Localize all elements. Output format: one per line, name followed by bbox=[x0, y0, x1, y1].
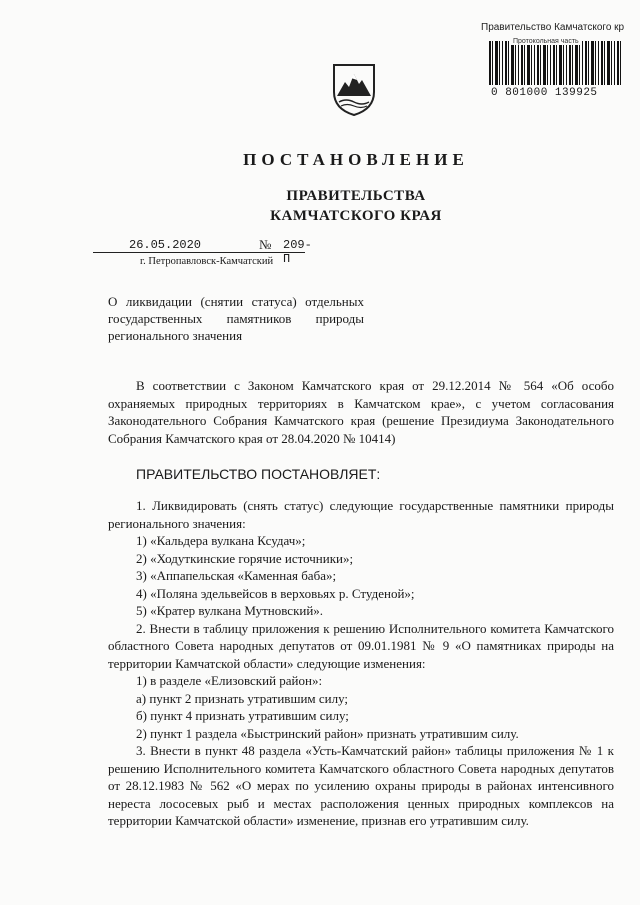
barcode-number: 0 801000 139925 bbox=[491, 87, 598, 99]
document-number: 209-П bbox=[283, 238, 312, 266]
kamchatka-emblem-icon bbox=[331, 62, 377, 116]
list-item: 2) «Ходуткинские горячие источники»; bbox=[136, 550, 354, 566]
list-item: а) пункт 2 признать утратившим силу; bbox=[136, 690, 349, 706]
list-item: 3) «Аппапельская «Каменная баба»; bbox=[136, 568, 337, 583]
preamble bbox=[108, 377, 614, 447]
item-paragraph: 1. Ликвидировать (снять статус) следующие государственные памятники природы регионального значения: bbox=[108, 498, 614, 531]
number-sign: № bbox=[259, 237, 272, 252]
barcode bbox=[489, 38, 621, 85]
preamble-text: В соответствии с Законом Камчатского края от 29.12.2014 № 564 «Об особо охраняемых природных территориях в Камчатском крае», с учетом согласования Законодательного Собрания Камчатского края (решение Президиума Законодательного Собрания Камчатского края от 28.04.2020 № 10414) bbox=[108, 378, 614, 446]
list-item: 5) «Кратер вулкана Мутновский». bbox=[136, 603, 324, 618]
list-item: 1) «Кальдера вулкана Ксудач»; bbox=[136, 533, 306, 548]
authority-line: КАМЧАТСКОГО КРАЯ bbox=[270, 208, 442, 224]
stamp-title: Правительство Камчатского кр bbox=[481, 22, 625, 33]
list-item: 4) «Поляна эдельвейсов в верховьях р. Студеной»; bbox=[136, 585, 415, 601]
resolution-body bbox=[108, 497, 614, 830]
item-paragraph: 3. Внести в пункт 48 раздела «Усть-Камчатский район» таблицы приложения № 1 к решению Исполнительного комитета Камчатского областного Совета народных депутатов от 28.12.1983 № 562 «О мерах по усилению охраны природы в районах интенсивного нереста лососевых рыб и местах расположения ценных природных комплексов на территории Камчатской области» изменение, признав его утратившим силу. bbox=[108, 743, 614, 828]
registration-stamp bbox=[481, 22, 631, 99]
date-underline bbox=[93, 252, 305, 253]
document-type: ПОСТАНОВЛЕНИЕ bbox=[243, 150, 469, 169]
list-item: 1) в разделе «Елизовский район»: bbox=[136, 673, 323, 688]
issuing-authority bbox=[0, 186, 640, 226]
stamp-subtitle: Протокольная часть bbox=[513, 38, 579, 45]
document-date: 26.05.2020 bbox=[129, 238, 202, 252]
list-item: 2) пункт 1 раздела «Быстринский район» признать утратившим силу. bbox=[136, 725, 519, 741]
item-paragraph: 2. Внести в таблицу приложения к решению Исполнительного комитета Камчатского областного Совета народных депутатов от 09.01.1981 № 9 «О памятниках природы на территории Камчатской области» следующие изменения: bbox=[108, 620, 614, 671]
city: г. Петропавловск-Камчатский bbox=[140, 256, 274, 267]
authority-line: ПРАВИТЕЛЬСТВА bbox=[286, 188, 426, 204]
list-item: б) пункт 4 признать утратившим силу; bbox=[136, 708, 349, 723]
document-subject: О ликвидации (снятии статуса) отдельных государственных памятников природы регионального значения bbox=[108, 294, 364, 343]
resolves-heading: ПРАВИТЕЛЬСТВО ПОСТАНОВЛЯЕТ: bbox=[136, 466, 381, 482]
